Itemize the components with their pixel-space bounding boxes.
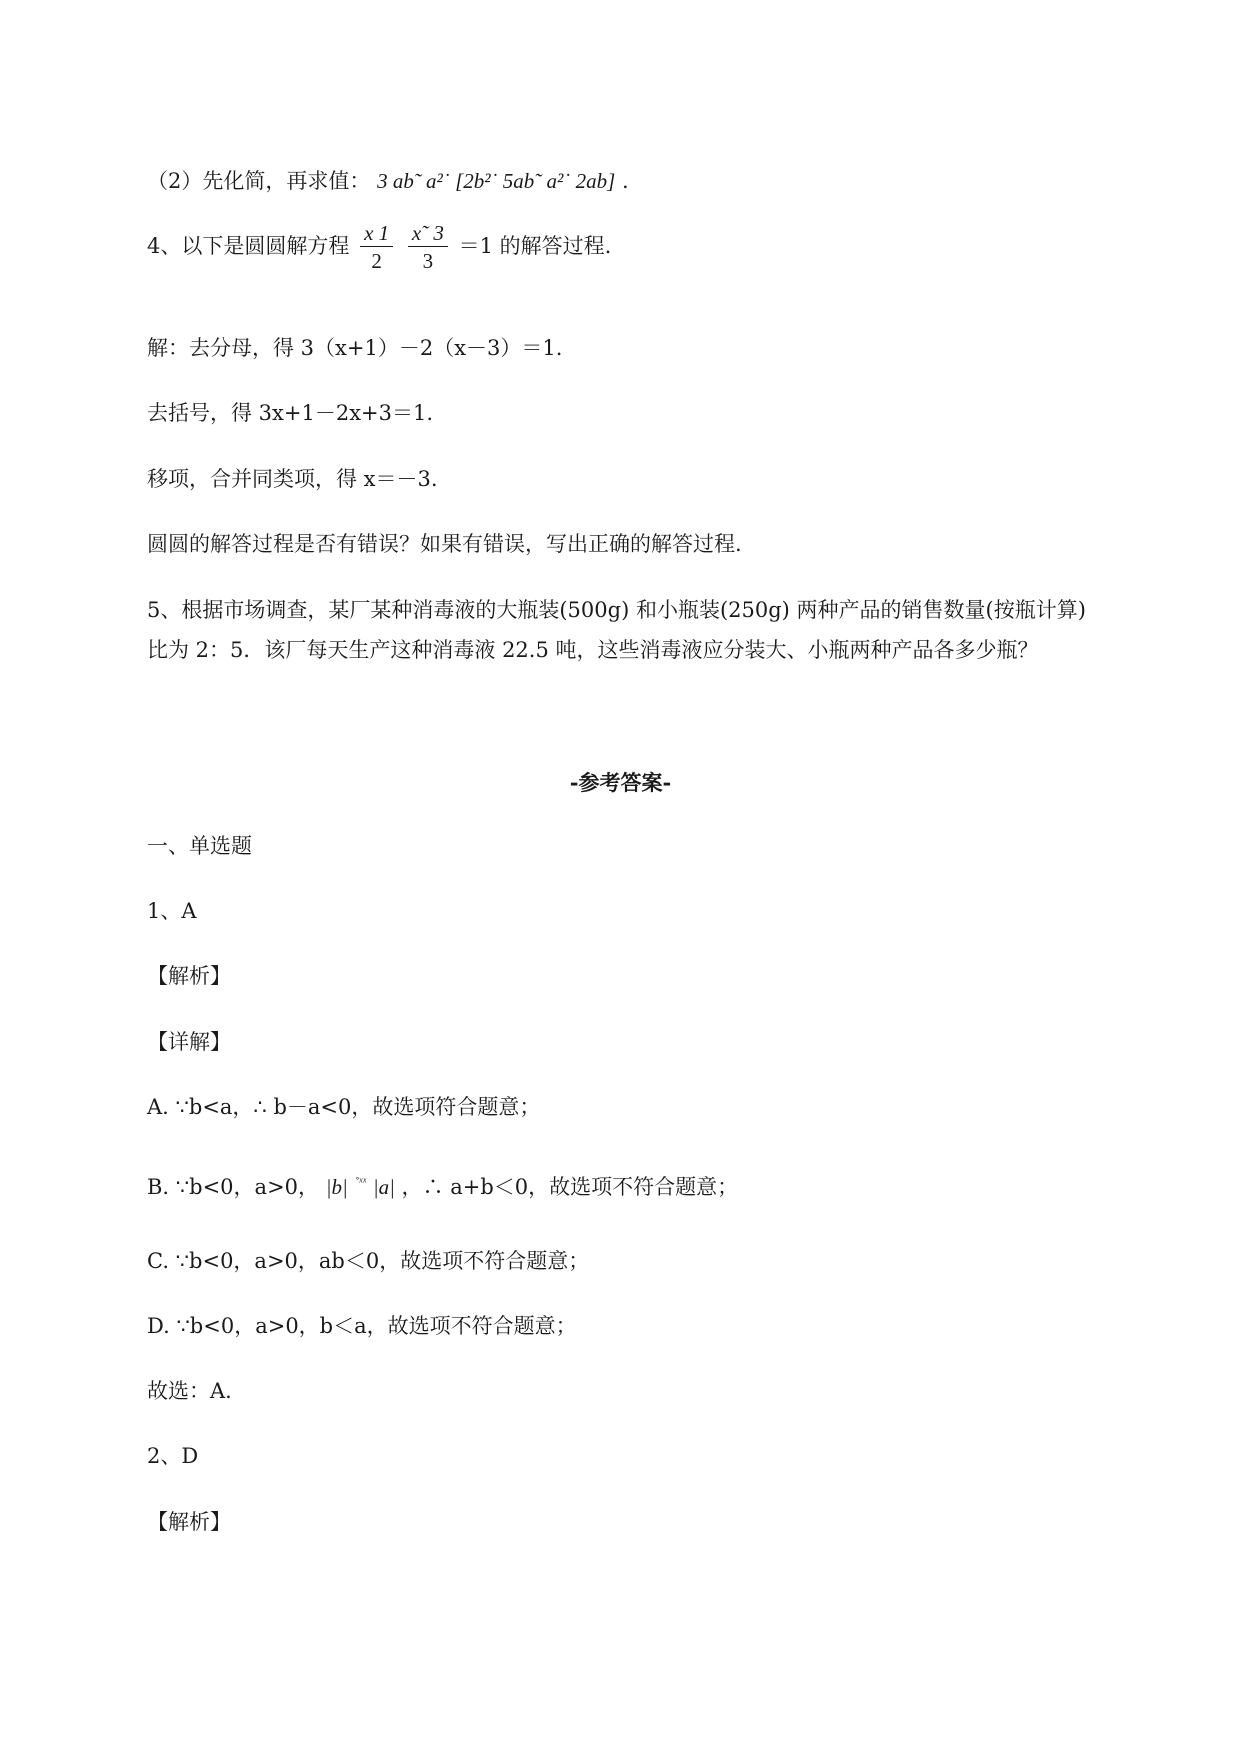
analysis-label-2: 【解析】 xyxy=(147,1510,231,1534)
answer-choice-1: 故选：A. xyxy=(147,1379,232,1403)
option-c-explanation: C. ∵b<0，a>0，ab＜0，故选项不符合题意； xyxy=(147,1249,590,1273)
question-5-line-2: 比为 2：5．该厂每天生产这种消毒液 22.5 吨，这些消毒液应分装大、小瓶两种产品各多少瓶？ xyxy=(147,638,1039,662)
fraction-x-plus-1-over-2 xyxy=(360,220,393,275)
q4-prefix: 4、以下是圆圆解方程 xyxy=(147,234,350,258)
garbled-symbol: ˚ˣˣ xyxy=(354,1174,367,1189)
question-5-line-1: 5、根据市场调查，某厂某种消毒液的大瓶装(500g) 和小瓶装(250g) 两种产品的销售数量(按瓶计算) xyxy=(147,598,1086,622)
detail-label: 【详解】 xyxy=(147,1030,231,1054)
option-b-prefix: B. ∵b<0，a>0， xyxy=(147,1175,320,1199)
q2-suffix: . xyxy=(621,169,629,193)
fraction-denominator: 3 xyxy=(422,249,434,273)
q4-solution-line-1: 解：去分母，得 3（x+1）－2（x－3）＝1. xyxy=(147,336,563,360)
q2-prefix: （2）先化简，再求值： xyxy=(147,169,371,193)
abs-a: |a| xyxy=(372,1175,395,1199)
question-2-simplify xyxy=(147,166,629,196)
question-4-intro xyxy=(147,220,611,275)
q4-solution-line-3: 移项，合并同类项，得 x＝－3. xyxy=(147,467,438,491)
analysis-label: 【解析】 xyxy=(147,964,231,988)
q4-suffix: ＝1 的解答过程. xyxy=(458,234,612,258)
option-b-explanation xyxy=(147,1167,738,1202)
abs-b: |b| xyxy=(325,1175,348,1199)
fraction-x-minus-3-over-3 xyxy=(408,220,448,275)
option-b-suffix: ，∴ a+b＜0，故选项不符合题意； xyxy=(401,1175,739,1199)
q4-solution-line-2: 去括号，得 3x+1－2x+3＝1. xyxy=(147,401,434,425)
option-d-explanation: D. ∵b<0，a>0，b＜a，故选项不符合题意； xyxy=(147,1314,577,1338)
q2-expression: 3 ab˜ a²˙ [2b²˙ 5ab˜ a²˙ 2ab] xyxy=(377,169,616,193)
answer-1: 1、A xyxy=(147,899,197,923)
answers-title: -参考答案- xyxy=(569,770,672,795)
answer-2: 2、D xyxy=(147,1444,199,1468)
fraction-numerator: x˜ 3 xyxy=(408,220,448,247)
fraction-numerator: x 1 xyxy=(360,220,393,247)
section-heading: 一、单选题 xyxy=(147,834,252,858)
fraction-denominator: 2 xyxy=(371,249,382,273)
q4-question: 圆圆的解答过程是否有错误？如果有错误，写出正确的解答过程. xyxy=(147,532,742,556)
option-a-explanation: A. ∵b<a，∴ b－a<0，故选项符合题意； xyxy=(147,1095,541,1119)
